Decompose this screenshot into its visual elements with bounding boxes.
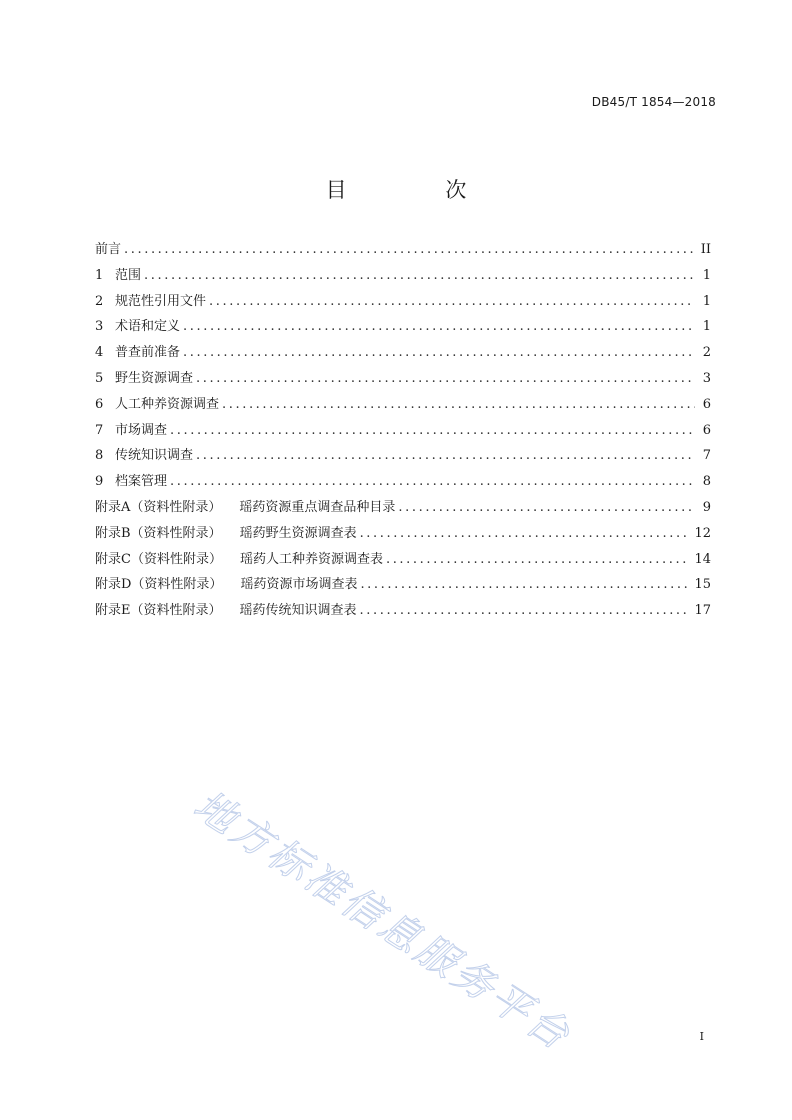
toc-entry-page: 8 bbox=[702, 474, 711, 490]
toc-leader-dots bbox=[170, 418, 695, 444]
toc-leader-dots bbox=[144, 263, 695, 289]
toc-leader-dots bbox=[124, 237, 695, 263]
toc-entry-title bbox=[95, 443, 196, 469]
toc-entry-title bbox=[95, 572, 360, 598]
toc-entry-title bbox=[95, 340, 183, 366]
toc-entry-title bbox=[95, 547, 386, 573]
toc-entry[interactable] bbox=[95, 392, 711, 418]
toc-entry[interactable] bbox=[95, 289, 711, 315]
toc-entry-page: 12 bbox=[694, 525, 711, 541]
toc-entry-label: 范围 bbox=[115, 267, 142, 283]
toc-entry[interactable] bbox=[95, 547, 711, 573]
toc-entry[interactable] bbox=[95, 418, 711, 444]
toc-entry-title bbox=[95, 495, 398, 521]
toc-entry[interactable] bbox=[95, 237, 711, 263]
toc-entry-page: 1 bbox=[702, 267, 711, 283]
toc-leader-dots bbox=[170, 469, 695, 495]
toc-entry-number: 1 bbox=[95, 267, 104, 283]
toc-entry[interactable] bbox=[95, 443, 711, 469]
toc-title: 目 次 bbox=[325, 178, 513, 202]
toc-leader-dots bbox=[360, 598, 689, 624]
toc-entry[interactable] bbox=[95, 598, 711, 624]
table-of-contents bbox=[95, 237, 711, 624]
watermark: 地方标准信息服务平台 bbox=[185, 782, 580, 1061]
toc-entry-label: 附录B（资料性附录） bbox=[95, 525, 222, 541]
toc-entry-title bbox=[95, 263, 144, 289]
toc-entry-title bbox=[95, 289, 209, 315]
toc-entry-label: 附录A（资料性附录） bbox=[95, 499, 222, 515]
toc-entry-page: 7 bbox=[702, 448, 711, 464]
toc-entry-label: 附录D（资料性附录） bbox=[95, 577, 223, 593]
toc-entry-number: 3 bbox=[95, 319, 104, 335]
toc-entry-number: 2 bbox=[95, 293, 104, 309]
toc-entry-title bbox=[95, 418, 170, 444]
toc-entry-label: 传统知识调查 bbox=[115, 448, 194, 464]
toc-leader-dots bbox=[183, 340, 695, 366]
toc-entry-label: 前言 bbox=[95, 242, 122, 257]
toc-entry-number: 8 bbox=[95, 448, 104, 464]
toc-leader-dots bbox=[386, 547, 688, 573]
toc-entry-page: II bbox=[700, 242, 711, 257]
toc-entry-title bbox=[95, 598, 360, 624]
toc-entry[interactable] bbox=[95, 314, 711, 340]
toc-entry[interactable] bbox=[95, 340, 711, 366]
toc-entry-appendix-title: 瑶药资源重点调查品种目录 bbox=[239, 499, 396, 515]
toc-entry-title bbox=[95, 237, 124, 263]
toc-entry-label: 规范性引用文件 bbox=[115, 293, 207, 309]
toc-entry-number: 5 bbox=[95, 370, 104, 386]
toc-entry-number: 6 bbox=[95, 396, 104, 412]
toc-entry-label: 术语和定义 bbox=[115, 319, 181, 335]
toc-entry-appendix-title: 瑶药野生资源调查表 bbox=[239, 525, 357, 541]
toc-entry-title bbox=[95, 314, 183, 340]
toc-entry-page: 9 bbox=[702, 499, 711, 515]
toc-entry-page: 1 bbox=[702, 319, 711, 335]
toc-entry-appendix-title: 瑶药人工种养资源调查表 bbox=[239, 551, 383, 567]
toc-entry-title bbox=[95, 366, 196, 392]
toc-entry-page: 1 bbox=[702, 293, 711, 309]
toc-entry-number: 9 bbox=[95, 474, 104, 490]
toc-entry-page: 6 bbox=[702, 422, 711, 438]
toc-entry[interactable] bbox=[95, 263, 711, 289]
toc-entry[interactable] bbox=[95, 572, 711, 598]
toc-leader-dots bbox=[222, 392, 695, 418]
toc-leader-dots bbox=[196, 366, 695, 392]
toc-leader-dots bbox=[196, 443, 695, 469]
toc-entry-title bbox=[95, 469, 170, 495]
toc-entry-label: 野生资源调查 bbox=[115, 370, 194, 386]
toc-entry-label: 普查前准备 bbox=[115, 345, 181, 361]
toc-entry-page: 3 bbox=[702, 370, 711, 386]
toc-entry-label: 市场调查 bbox=[115, 422, 168, 438]
toc-entry[interactable] bbox=[95, 469, 711, 495]
toc-entry-page: 14 bbox=[694, 551, 711, 567]
toc-entry-label: 附录E（资料性附录） bbox=[95, 603, 222, 619]
toc-entry-page: 15 bbox=[694, 577, 711, 593]
toc-entry[interactable] bbox=[95, 366, 711, 392]
toc-entry[interactable] bbox=[95, 495, 711, 521]
toc-entry-label: 附录C（资料性附录） bbox=[95, 551, 222, 567]
toc-leader-dots bbox=[360, 521, 689, 547]
toc-entry-label: 人工种养资源调查 bbox=[115, 396, 220, 412]
toc-entry-title bbox=[95, 521, 360, 547]
toc-leader-dots bbox=[183, 314, 695, 340]
toc-entry-page: 2 bbox=[702, 345, 711, 361]
toc-leader-dots bbox=[398, 495, 695, 521]
toc-entry-number: 7 bbox=[95, 422, 104, 438]
toc-leader-dots bbox=[209, 289, 695, 315]
toc-entry-number: 4 bbox=[95, 345, 104, 361]
page-number: I bbox=[699, 1030, 704, 1043]
toc-leader-dots bbox=[360, 572, 688, 598]
toc-entry-appendix-title: 瑶药资源市场调查表 bbox=[240, 577, 358, 593]
toc-entry-title bbox=[95, 392, 222, 418]
toc-entry-page: 6 bbox=[702, 396, 711, 412]
toc-entry-label: 档案管理 bbox=[115, 474, 168, 490]
toc-entry-appendix-title: 瑶药传统知识调查表 bbox=[239, 603, 357, 619]
toc-entry[interactable] bbox=[95, 521, 711, 547]
toc-entry-page: 17 bbox=[694, 603, 711, 619]
standard-code: DB45/T 1854—2018 bbox=[591, 95, 716, 109]
